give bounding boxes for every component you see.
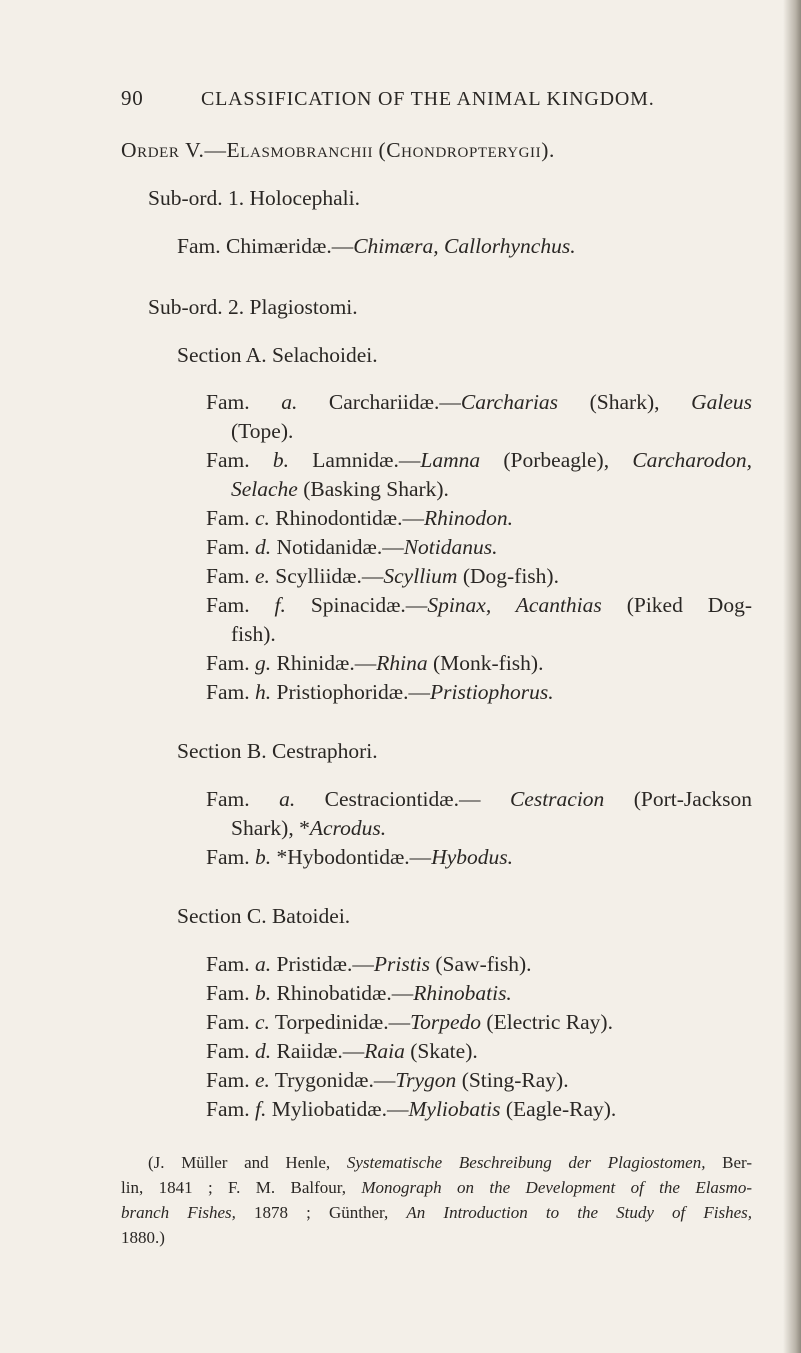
- page-edge-shadow: [783, 0, 801, 1353]
- family-a-carchariidae: Fam. a. Carchariidæ.—Carcharias (Shark), Galeus: [206, 390, 753, 414]
- family-a-b-continuation: Shark), *Acrodus.: [231, 816, 387, 840]
- family-a-continuation: (Tope).: [231, 419, 294, 443]
- reference-line-2: lin, 1841 ; F. M. Balfour, Monograph on the Development of the Elasmo-: [121, 1178, 752, 1197]
- family-b-rhinobatidae: Fam. b. Rhinobatidæ.—Rhinobatis.: [206, 981, 512, 1005]
- running-title: CLASSIFICATION OF THE ANIMAL KINGDOM.: [201, 88, 655, 110]
- reference-line-1: (J. Müller and Henle, Systematische Beschreibung der Plagiostomen, Ber-: [148, 1153, 753, 1172]
- family-c-torpedinidae: Fam. c. Torpedinidæ.—Torpedo (Electric Ray).: [206, 1010, 613, 1034]
- family-f-myliobatidae: Fam. f. Myliobatidæ.—Myliobatis (Eagle-Ray).: [206, 1097, 617, 1121]
- family-h-pristiophoridae: Fam. h. Pristiophoridæ.—Pristiophorus.: [206, 680, 554, 704]
- page-number: 90: [121, 86, 144, 110]
- section-a-heading: Section A. Selachoidei.: [177, 343, 378, 367]
- family-chimaeridae: Fam. Chimæridæ.—Chimæra, Callorhynchus.: [177, 234, 576, 258]
- suborder-2-heading: Sub-ord. 2. Plagiostomi.: [148, 295, 358, 319]
- section-b-heading: Section B. Cestraphori.: [177, 739, 378, 763]
- family-g-rhinidae: Fam. g. Rhinidæ.—Rhina (Monk-fish).: [206, 651, 544, 675]
- section-c-heading: Section C. Batoidei.: [177, 904, 351, 928]
- family-a-cestraciontidae: Fam. a. Cestraciontidæ.— Cestracion (Port-Jackson: [206, 787, 752, 811]
- suborder-1-heading: Sub-ord. 1. Holocephali.: [148, 186, 360, 210]
- family-b-hybodontidae: Fam. b. *Hybodontidæ.—Hybodus.: [206, 845, 513, 869]
- reference-line-4: 1880.): [121, 1228, 165, 1247]
- family-c-rhinodontidae: Fam. c. Rhinodontidæ.—Rhinodon.: [206, 506, 513, 530]
- family-d-notidanidae: Fam. d. Notidanidæ.—Notidanus.: [206, 535, 498, 559]
- family-e-scylliidae: Fam. e. Scylliidæ.—Scyllium (Dog-fish).: [206, 564, 559, 588]
- running-header: [121, 86, 655, 111]
- family-e-trygonidae: Fam. e. Trygonidæ.—Trygon (Sting-Ray).: [206, 1068, 569, 1092]
- family-b-continuation: Selache (Basking Shark).: [231, 477, 449, 501]
- family-f-continuation: fish).: [231, 622, 276, 646]
- family-f-spinacidae: Fam. f. Spinacidæ.—Spinax, Acanthias (Piked Dog-: [206, 593, 752, 617]
- family-d-raiidae: Fam. d. Raiidæ.—Raia (Skate).: [206, 1039, 478, 1063]
- family-a-pristidae: Fam. a. Pristidæ.—Pristis (Saw-fish).: [206, 952, 532, 976]
- family-b-lamnidae: Fam. b. Lamnidæ.—Lamna (Porbeagle), Carcharodon,: [206, 448, 752, 472]
- order-heading: Order V.—Elasmobranchii (Chondropterygii).: [121, 138, 555, 162]
- reference-line-3: branch Fishes, 1878 ; Günther, An Introduction to the Study of Fishes,: [121, 1203, 752, 1222]
